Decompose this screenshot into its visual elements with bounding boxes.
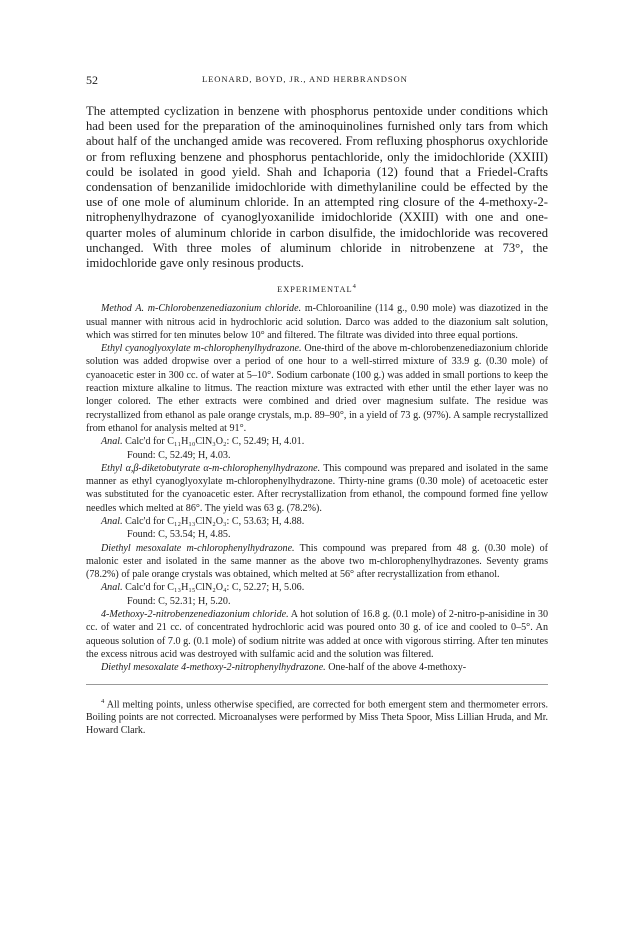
method-a-label: Method A.	[101, 303, 145, 315]
cyanoglyoxylate-title: Ethyl cyanoglyoxylate m-chlorophenylhydrazone.	[101, 343, 302, 355]
method-a-paragraph	[86, 302, 548, 342]
footnote-reference: 4	[352, 283, 357, 291]
analysis-found: Found: C, 52.31; H, 5.20.	[127, 595, 231, 607]
analysis-found: Found: C, 52.49; H, 4.03.	[127, 449, 231, 461]
nitro-diazonium-title: 4-Methoxy-2-nitrobenzenediazonium chloride.	[101, 609, 289, 621]
diketobutyrate-text: This compound was prepared and isolated in the same manner as ethyl cyanoglyoxylate m-chlorophenylhydrazone. Thirty-nine grams (0.30 mole) of acetoacetic ester was substituted for the cyanoacetic ester. After recrystallization from ethanol, the compound formed fine yellow needles which melted at 86°. The yield was 63 g. (78.2%).	[86, 462, 548, 514]
analysis-label: Anal.	[101, 436, 123, 448]
cyanoglyoxylate-paragraph	[86, 342, 548, 435]
page-body	[86, 104, 548, 738]
analysis-label: Anal.	[101, 515, 123, 527]
mesoxalate-paragraph	[86, 542, 548, 582]
running-header	[86, 73, 546, 87]
nitrophenylhydrazone-paragraph	[86, 661, 548, 674]
analysis-calculated	[86, 435, 548, 448]
analysis-calc-values: Calc'd for C₁₁H₁₀ClN₃O₂: C, 52.49; H, 4.01.	[125, 436, 305, 448]
analysis-calc-values: Calc'd for C₁₂H₁₃ClN₂O₃: C, 53.63; H, 4.88.	[125, 515, 305, 527]
footnote-paragraph	[86, 695, 548, 738]
analysis-calculated	[86, 581, 548, 594]
footnote-divider	[86, 684, 548, 685]
experimental-section	[86, 302, 548, 674]
nitrophenylhydrazone-text: One-half of the above 4-methoxy-	[328, 662, 467, 674]
method-a-title: m-Chlorobenzenediazonium chloride.	[147, 303, 302, 315]
analysis-found: Found: C, 53.54; H, 4.85.	[127, 529, 231, 541]
diketobutyrate-title: Ethyl α,β-diketobutyrate α-m-chlorophenylhydrazone.	[101, 462, 321, 474]
intro-paragraph: The attempted cyclization in benzene with phosphorus pentoxide under conditions which had been used for the preparation of the aminoquinolines furnished only tars from which about half of the unchanged amide was recovered. From refluxing phosphorus oxychloride or from refluxing benzene and phosphorus pentachloride, only the imidochloride (XXIII) could be isolated in good yield. Shah and Ichaporia (12) found that a Friedel-Crafts condensation of benzanilide imidochloride with dimethylaniline could be effected by the use of one mole of aluminum chloride. In an attempted ring closure of the 4-methoxy-2-nitrophenylhydrazone of cyanoglyoxanilide imidochloride (XXIII) with one and one-quarter moles of aluminum chloride in carbon disulfide, the imidochloride was recovered unchanged. With three moles of aluminum chloride in nitrobenzene at 73°, the imidochloride gave only resinous products.	[86, 104, 548, 271]
mesoxalate-text: This compound was prepared from 48 g. (0.30 mole) of malonic ester and isolated in the same manner as the above two m-chlorophenylhydrazones. Seventy grams (78.2%) of pale orange crystals was obtained, which melted at 56° after recrystallization from ethanol.	[86, 542, 548, 581]
nitro-diazonium-paragraph	[86, 608, 548, 661]
analysis-calculated	[86, 515, 548, 528]
running-title: LEONARD, BOYD, JR., AND HERBRANDSON	[202, 74, 408, 84]
nitro-diazonium-text: A hot solution of 16.8 g. (0.1 mole) of 2-nitro-p-anisidine in 30 cc. of water and 21 cc. of concentrated hydrochloric acid was poured onto 30 g. of ice and cooled to 0–5°. An aqueous solution of 7.0 g. (0.1 mole) of sodium nitrite was added at once with vigorous stirring. After ten minutes the excess nitrous acid was destroyed with sulfamic acid and the solution was filtered.	[86, 609, 548, 660]
page-number: 52	[86, 73, 98, 87]
experimental-heading	[86, 283, 548, 294]
diketobutyrate-paragraph	[86, 462, 548, 515]
method-a-text: m-Chloroaniline (114 g., 0.90 mole) was diazotized in the usual manner with nitrous acid in hydrochloric acid solution. Darco was added to the diazonium salt solution, which was stirred for ten minutes below 10° and filtered. The filtrate was divided into three equal portions.	[86, 303, 548, 341]
footnote	[86, 695, 548, 738]
analysis-label: Anal.	[101, 582, 123, 594]
cyanoglyoxylate-text: One-third of the above m-chlorobenzenediazonium chloride solution was added dropwise over a period of one hour to a well-stirred mixture of 33.9 g. (0.30 mole) of cyanoacetic ester in 300 cc. of water at 5–10°. Sodium carbonate (100 g.) was added in small portions to keep the reaction mixture alkaline to litmus. The reaction mixture was extracted with ether until the ether layer was no longer colored. The ether extracts were combined and dried over magnesium sulfate. The residue was recrystallized from ethanol as pale orange crystals, m.p. 89–90°, in a yield of 73 g. (97%). A sample recrystallized from ethanol for analysis melted at 91°.	[86, 343, 548, 434]
nitrophenylhydrazone-title: Diethyl mesoxalate 4-methoxy-2-nitrophenylhydrazone.	[101, 662, 326, 674]
footnote-text: All melting points, unless otherwise specified, are corrected for both emergent stem and thermometer errors. Boiling points are not corrected. Microanalyses were performed by Miss Theta Spoor, Miss Lillian Hruda, and Mr. Howard Clark.	[86, 698, 549, 737]
footnote-mark: 4	[101, 697, 105, 705]
experimental-heading-text: EXPERIMENTAL	[277, 285, 353, 295]
analysis-calc-values: Calc'd for C₁₃H₁₅ClN₂O₄: C, 52.27; H, 5.06.	[125, 582, 305, 594]
mesoxalate-title: Diethyl mesoxalate m-chlorophenylhydrazone.	[101, 542, 295, 554]
intro-section	[86, 104, 548, 271]
